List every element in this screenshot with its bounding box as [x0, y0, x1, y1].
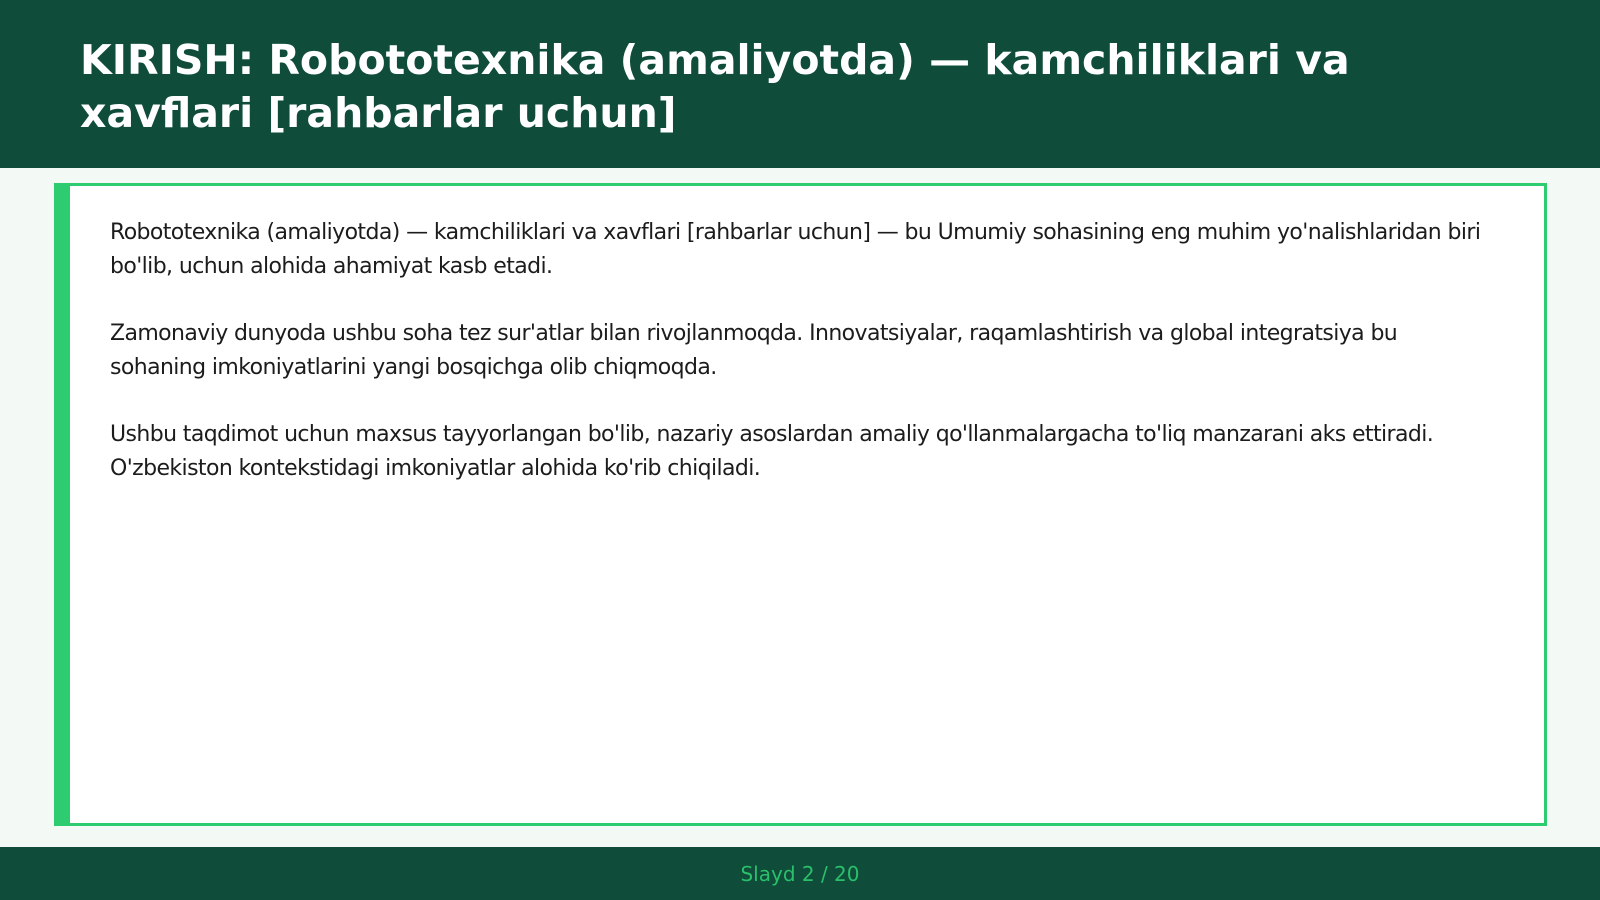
slide-title: KIRISH: Robototexnika (amaliyotda) — kamchiliklari va xavflari [rahbarlar uchun]	[80, 36, 1350, 137]
slide-header	[0, 0, 1600, 168]
slide-footer	[0, 847, 1600, 900]
content-card	[54, 183, 1547, 826]
paragraph-intro: Robototexnika (amaliyotda) — kamchiliklari va xavflari [rahbarlar uchun] — bu Umumiy sohasining eng muhim yo'nalishlaridan biri bo'lib, uchun alohida ahamiyat kasb etadi.	[110, 220, 1481, 279]
slide-counter: Slayd 2 / 20	[740, 861, 860, 886]
paragraph-presentation-purpose: Ushbu taqdimot uchun maxsus tayyorlangan bo'lib, nazariy asoslardan amaliy qo'llanmalargacha to'liq manzarani aks ettiradi. O'zbekiston kontekstidagi imkoniyatlar alohida ko'rib chiqiladi.	[110, 422, 1434, 481]
paragraph-modern-world: Zamonaviy dunyoda ushbu soha tez sur'atlar bilan rivojlanmoqda. Innovatsiyalar, raqamlashtirish va global integratsiya bu sohaning imkoniyatlarini yangi bosqichga olib chiqmoqda.	[110, 321, 1398, 380]
